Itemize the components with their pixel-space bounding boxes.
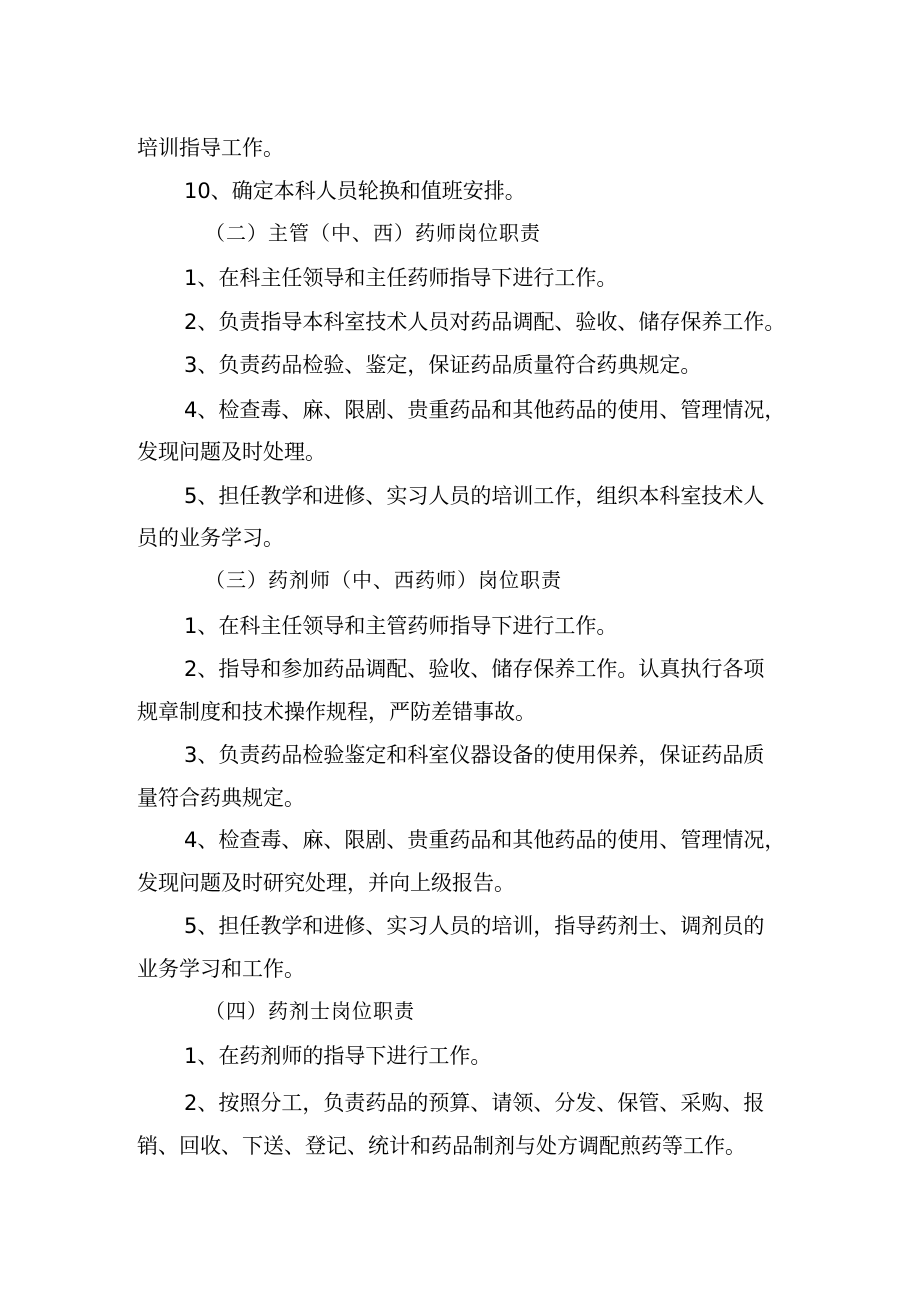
text-line: 1、在药剂师的指导下进行工作。 xyxy=(184,1044,492,1068)
text-line: 10、确定本科人员轮换和值班安排。 xyxy=(184,179,526,203)
text-line: 2、按照分工，负责药品的预算、请领、分发、保管、采购、报 xyxy=(184,1091,765,1115)
section-heading: （三）药剂师（中、西药师）岗位职责 xyxy=(205,568,562,592)
text-line: 量符合药典规定。 xyxy=(137,786,305,810)
text-line: 业务学习和工作。 xyxy=(137,957,305,981)
text-line: 3、负责药品检验鉴定和科室仪器设备的使用保养，保证药品质 xyxy=(184,743,765,767)
text-line: 员的业务学习。 xyxy=(137,526,284,550)
text-line: 发现问题及时研究处理，并向上级报告。 xyxy=(137,871,515,895)
text-line: 2、指导和参加药品调配、验收、储存保养工作。认真执行各项 xyxy=(184,657,765,681)
text-line: 4、检查毒、麻、限剧、贵重药品和其他药品的使用、管理情况， xyxy=(184,828,786,852)
text-line: 3、负责药品检验、鉴定，保证药品质量符合药典规定。 xyxy=(184,353,702,377)
section-heading: （二）主管（中、西）药师岗位职责 xyxy=(205,221,541,245)
text-line: 发现问题及时处理。 xyxy=(137,440,326,464)
text-line: 5、担任教学和进修、实习人员的培训，指导药剂士、调剂员的 xyxy=(184,914,765,938)
text-line: 1、在科主任领导和主管药师指导下进行工作。 xyxy=(184,614,618,638)
text-line: 1、在科主任领导和主任药师指导下进行工作。 xyxy=(184,266,618,290)
text-line: 规章制度和技术操作规程，严防差错事故。 xyxy=(137,700,536,724)
text-line: 销、回收、下送、登记、统计和药品制剂与处方调配煎药等工作。 xyxy=(137,1134,746,1158)
text-line: 2、负责指导本科室技术人员对药品调配、验收、储存保养工作。 xyxy=(184,310,786,334)
text-line: 5、担任教学和进修、实习人员的培训工作，组织本科室技术人 xyxy=(184,484,765,508)
text-line: 培训指导工作。 xyxy=(137,136,284,160)
text-line: 4、检查毒、麻、限剧、贵重药品和其他药品的使用、管理情况， xyxy=(184,398,786,422)
section-heading: （四）药剂士岗位职责 xyxy=(205,999,415,1023)
